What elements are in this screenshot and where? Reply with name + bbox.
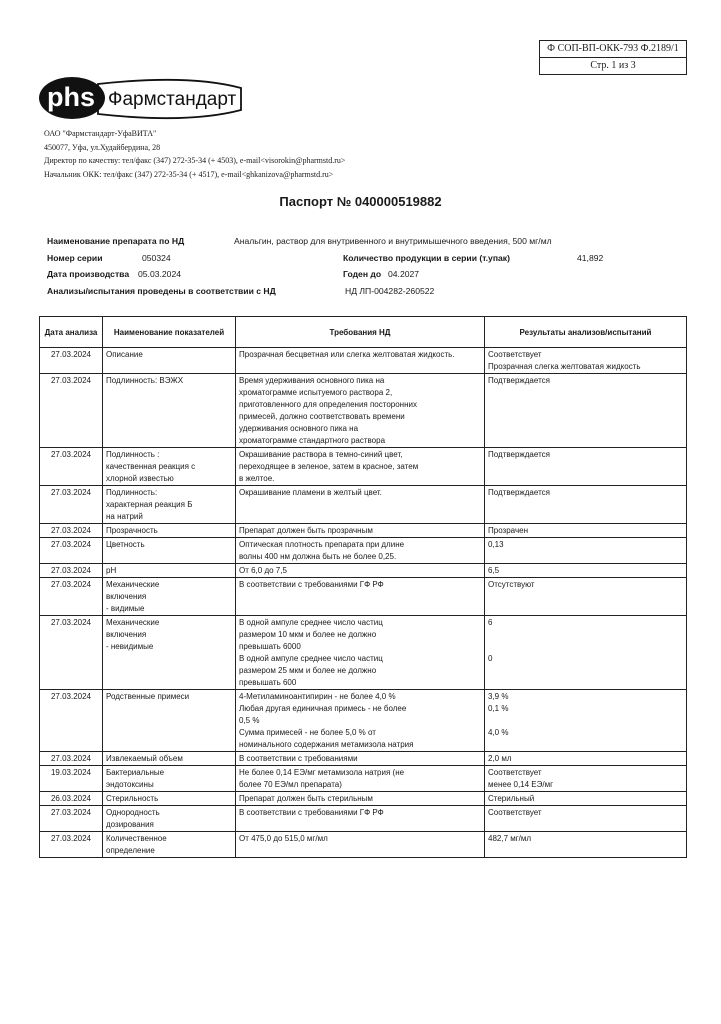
cell-parameter: Однородность дозирования — [103, 806, 236, 832]
series-value: 050324 — [142, 253, 171, 263]
cell-date: 27.03.2024 — [40, 616, 103, 690]
cell-result: Подтверждается — [485, 486, 687, 524]
table-row — [40, 486, 687, 524]
company-info — [44, 127, 345, 182]
cell-requirement: Препарат должен быть стерильным — [236, 792, 485, 806]
cell-result: 6 0 — [485, 616, 687, 690]
page-label: Стр. 1 из 3 — [540, 57, 686, 74]
document-number: Ф СОП-ВП-ОКК-793 Ф.2189/1 — [547, 43, 679, 54]
logo-mark-text: phs — [46, 82, 96, 112]
cell-requirement: В соответствии с требованиями ГФ РФ — [236, 806, 485, 832]
table-row — [40, 538, 687, 564]
cell-date: 26.03.2024 — [40, 792, 103, 806]
table-row — [40, 752, 687, 766]
cell-date: 27.03.2024 — [40, 374, 103, 448]
cell-requirement: Окрашивание пламени в желтый цвет. — [236, 486, 485, 524]
table-row — [40, 832, 687, 858]
table-row — [40, 792, 687, 806]
drug-name-value: Анальгин, раствор для внутривенного и внутримышечного введения, 500 мг/мл — [234, 236, 552, 246]
cell-parameter: Описание — [103, 348, 236, 374]
document-number-box — [539, 40, 687, 75]
cell-requirement: Прозрачная бесцветная или слегка желтоватая жидкость. — [236, 348, 485, 374]
cell-requirement: В соответствии с требованиями — [236, 752, 485, 766]
cell-result: Соответствует — [485, 806, 687, 832]
cell-date: 27.03.2024 — [40, 752, 103, 766]
analysis-basis-label: Анализы/испытания проведены в соответствии с НД — [47, 286, 276, 296]
production-date-value: 05.03.2024 — [138, 269, 182, 279]
header-date: Дата анализа — [40, 317, 103, 348]
cell-result: 2,0 мл — [485, 752, 687, 766]
cell-date: 27.03.2024 — [40, 348, 103, 374]
cell-requirement: Препарат должен быть прозрачным — [236, 524, 485, 538]
expiry-label: Годен до — [343, 269, 382, 279]
cell-parameter: Подлинность: характерная реакция Б на натрий — [103, 486, 236, 524]
cell-parameter: Прозрачность — [103, 524, 236, 538]
quality-director-contact: Директор по качеству: тел/факс (347) 272-35-34 (+ 4503), e-mail<visorokin@pharmstd.ru> — [44, 156, 346, 166]
cell-result: Соответствует менее 0,14 ЕЭ/мг — [485, 766, 687, 792]
cell-parameter: Стерильность — [103, 792, 236, 806]
cell-parameter: Подлинность: ВЭЖХ — [103, 374, 236, 448]
company-address: 450077, Уфа, ул.Худайбердина, 28 — [44, 142, 161, 152]
cell-parameter: Количественное определение — [103, 832, 236, 858]
production-date-label: Дата производства — [47, 269, 130, 279]
drug-name-label: Наименование препарата по НД — [47, 236, 185, 246]
table-row — [40, 448, 687, 486]
cell-result: Отсутствуют — [485, 578, 687, 616]
table-row — [40, 806, 687, 832]
cell-result: Прозрачен — [485, 524, 687, 538]
quantity-label: Количество продукции в серии (т.упак) — [343, 253, 510, 263]
table-row — [40, 766, 687, 792]
cell-date: 19.03.2024 — [40, 766, 103, 792]
cell-requirement: От 475,0 до 515,0 мг/мл — [236, 832, 485, 858]
cell-requirement: 4-Метиламиноантипирин - не более 4,0 % Любая другая единичная примесь - не более 0,5 % Сумма примесей - не более 5,0 % от номинального содержания метамизола натрия — [236, 690, 485, 752]
pharmstandard-logo — [38, 76, 243, 124]
table-row — [40, 578, 687, 616]
cell-requirement: Оптическая плотность препарата при длине волны 400 нм должна быть не более 0,25. — [236, 538, 485, 564]
cell-result: 0,13 — [485, 538, 687, 564]
table-header-row — [40, 317, 687, 348]
cell-result: Подтверждается — [485, 374, 687, 448]
header-requirements: Требования НД — [236, 317, 485, 348]
table-row — [40, 616, 687, 690]
logo-name: Фармстандарт — [108, 89, 237, 110]
cell-result: Стерильный — [485, 792, 687, 806]
table-row — [40, 374, 687, 448]
cell-date: 27.03.2024 — [40, 486, 103, 524]
cell-date: 27.03.2024 — [40, 806, 103, 832]
cell-parameter: Извлекаемый объем — [103, 752, 236, 766]
cell-date: 27.03.2024 — [40, 524, 103, 538]
table-body — [40, 348, 687, 858]
cell-result: 3,9 % 0,1 % 4,0 % — [485, 690, 687, 752]
okk-head-contact: Начальник ОКК: тел/факс (347) 272-35-34 (+ 4517), e-mail<ghkanizova@pharmstd.ru> — [44, 170, 334, 180]
analysis-basis-value: НД ЛП-004282-260522 — [345, 286, 435, 296]
header-results: Результаты анализов/испытаний — [485, 317, 687, 348]
quantity-value: 41,892 — [577, 253, 604, 263]
series-label: Номер серии — [47, 253, 103, 263]
cell-parameter: Подлинность : качественная реакция с хлорной известью — [103, 448, 236, 486]
cell-result: 482,7 мг/мл — [485, 832, 687, 858]
header-parameter: Наименование показателей — [103, 317, 236, 348]
cell-date: 27.03.2024 — [40, 448, 103, 486]
cell-date: 27.03.2024 — [40, 538, 103, 564]
cell-parameter: Механические включения - видимые — [103, 578, 236, 616]
cell-result: Подтверждается — [485, 448, 687, 486]
results-table — [39, 316, 687, 858]
cell-date: 27.03.2024 — [40, 564, 103, 578]
table-row — [40, 690, 687, 752]
expiry-value: 04.2027 — [388, 269, 420, 279]
table-row — [40, 524, 687, 538]
cell-date: 27.03.2024 — [40, 832, 103, 858]
cell-requirement: В соответствии с требованиями ГФ РФ — [236, 578, 485, 616]
table-row — [40, 348, 687, 374]
cell-result: Соответствует Прозрачная слегка желтоватая жидкость — [485, 348, 687, 374]
cell-parameter: Механические включения - невидимые — [103, 616, 236, 690]
table-row — [40, 564, 687, 578]
company-name: ОАО "Фармстандарт-УфаВИТА" — [44, 129, 157, 138]
cell-parameter: Родственные примеси — [103, 690, 236, 752]
cell-requirement: Окрашивание раствора в темно-синий цвет, переходящее в зеленое, затем в красное, затем в желтое. — [236, 448, 485, 486]
cell-requirement: В одной ампуле среднее число частиц размером 10 мкм и более не должно превышать 6000 В одной ампуле среднее число частиц размером 25 мкм и более не должно превышать 600 — [236, 616, 485, 690]
cell-parameter: Цветность — [103, 538, 236, 564]
cell-date: 27.03.2024 — [40, 690, 103, 752]
cell-requirement: От 6,0 до 7,5 — [236, 564, 485, 578]
page-title: Паспорт № 040000519882 — [279, 194, 442, 209]
cell-parameter: pH — [103, 564, 236, 578]
cell-parameter: Бактериальные эндотоксины — [103, 766, 236, 792]
cell-result: 6,5 — [485, 564, 687, 578]
cell-date: 27.03.2024 — [40, 578, 103, 616]
cell-requirement: Не более 0,14 ЕЭ/мг метамизола натрия (не более 70 ЕЭ/мл препарата) — [236, 766, 485, 792]
cell-requirement: Время удерживания основного пика на хроматограмме испытуемого раствора 2, приготовленного для определения посторонних примесей, должно соответствовать времени удерживания основного пика на хроматограмме стандартного раствора — [236, 374, 485, 448]
logo-mark — [39, 77, 105, 119]
